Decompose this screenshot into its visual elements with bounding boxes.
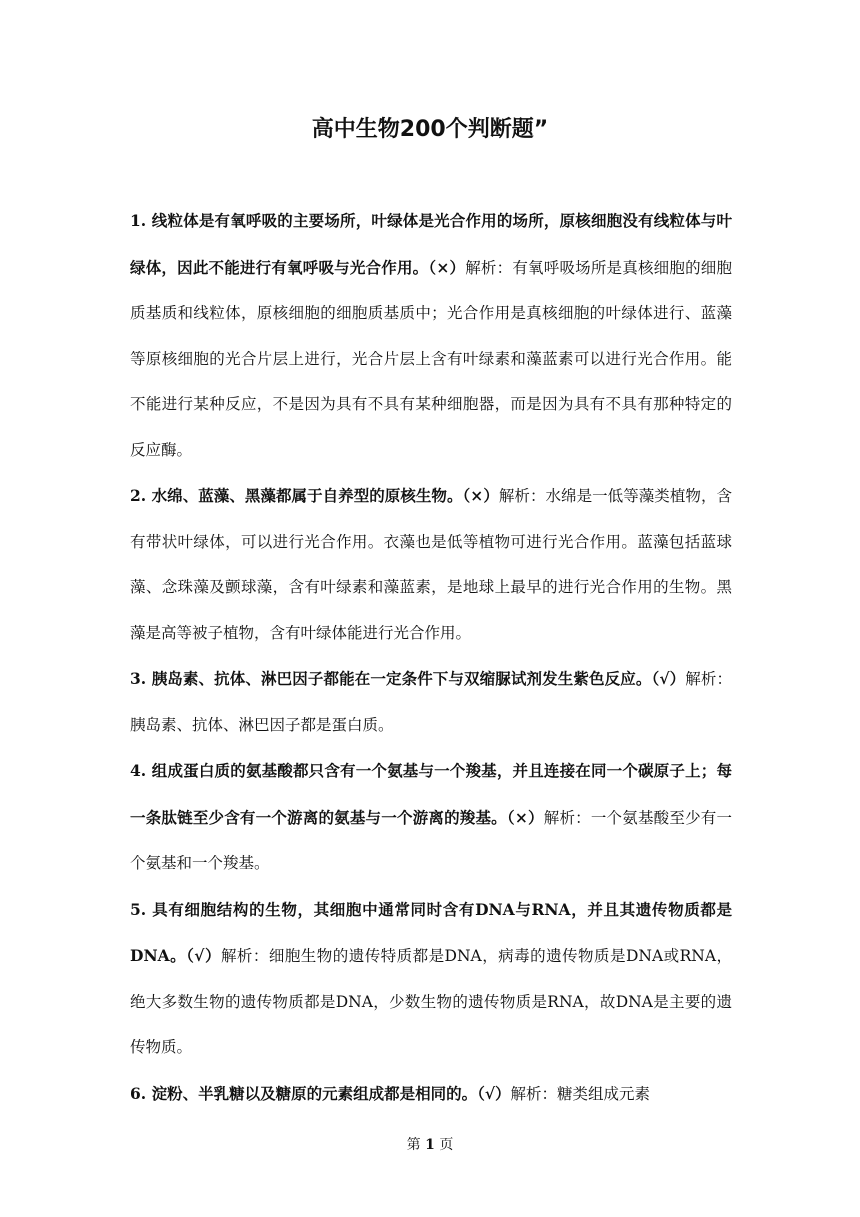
analysis-text: 解析：胰岛素、抗体、淋巴因子都是蛋白质。 xyxy=(130,670,732,734)
analysis-text: 解析：水绵是一低等藻类植物，含有带状叶绿体，可以进行光合作用。衣藻也是低等植物可进行光合作用。蓝藻包括蓝球藻、念珠藻及颤球藻，含有叶绿素和藻蓝素，是地球上最早的进行光合作用的生物。黑藻是高等被子植物，含有叶绿体能进行光合作用。 xyxy=(130,487,732,642)
analysis-text: 解析：糖类组成元素 xyxy=(510,1084,651,1103)
question-text: 2. 水绵、蓝藻、黑藻都属于自养型的原核生物。（×） xyxy=(130,486,499,505)
question-item-6 xyxy=(130,1071,732,1118)
question-text: 4. 组成蛋白质的氨基酸都只含有一个氨基与一个羧基，并且连接在同一个碳原子上；每一条肽链至少含有一个游离的氨基与一个游离的羧基。（×） xyxy=(130,761,732,827)
question-text: 1. 线粒体是有氧呼吸的主要场所，叶绿体是光合作用的场所，原核细胞没有线粒体与叶绿体，因此不能进行有氧呼吸与光合作用。（×） xyxy=(130,211,732,277)
question-item-4 xyxy=(130,748,732,887)
footer-suffix: 页 xyxy=(439,1137,454,1153)
analysis-text: 解析：一个氨基酸至少有一个氨基和一个羧基。 xyxy=(130,808,732,872)
question-item-1 xyxy=(130,198,732,473)
question-item-3 xyxy=(130,656,732,748)
question-item-5 xyxy=(130,887,732,1071)
page-number: 1 xyxy=(425,1137,435,1153)
question-text: 6. 淀粉、半乳糖以及糖原的元素组成都是相同的。（√） xyxy=(130,1083,511,1103)
question-text: 3. 胰岛素、抗体、淋巴因子都能在一定条件下与双缩脲试剂发生紫色反应。（√） xyxy=(130,669,686,688)
page-title: 高中生物200个判断题” xyxy=(311,117,549,142)
analysis-text: 解析：细胞生物的遗传特质都是DNA，病毒的遗传物质是DNA或RNA，绝大多数生物的遗传物质都是DNA，少数生物的遗传物质是RNA，故DNA是主要的遗传物质。 xyxy=(130,947,732,1056)
question-item-2 xyxy=(130,473,732,656)
page-footer xyxy=(0,1134,860,1154)
question-list xyxy=(130,198,732,1117)
analysis-text: 解析：有氧呼吸场所是真核细胞的细胞质基质和线粒体，原核细胞的细胞质基质中；光合作用是真核细胞的叶绿体进行、蓝藻等原核细胞的光合片层上进行，光合片层上含有叶绿素和藻蓝素可以进行光合作用。能不能进行某种反应，不是因为具有不具有某种细胞器，而是因为具有不具有那种特定的反应酶。 xyxy=(130,258,732,459)
question-text: 5. 具有细胞结构的生物，其细胞中通常同时含有DNA与RNA，并且其遗传物质都是DNA。（√） xyxy=(130,899,732,965)
footer-prefix: 第 xyxy=(406,1137,421,1153)
